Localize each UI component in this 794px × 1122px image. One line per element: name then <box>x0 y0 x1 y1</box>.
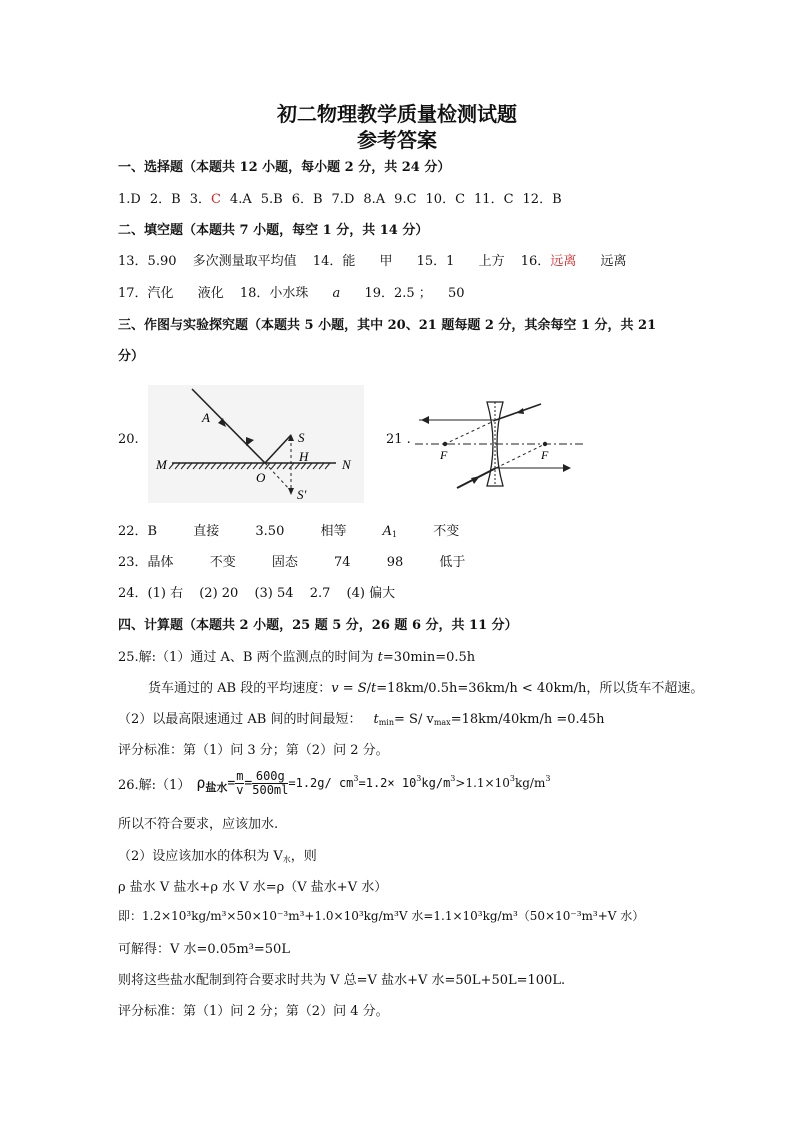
q22-answer-d-sub: 1 <box>392 530 398 539</box>
q26-result3: kg/m <box>421 776 451 790</box>
q26-intro: 26.解:（1） <box>118 777 191 793</box>
q24-number: 24．(1) 右 <box>118 586 184 601</box>
choice-letter: D <box>343 192 355 207</box>
choice-letter: B <box>552 192 562 207</box>
choice-letter: C <box>406 192 417 207</box>
label-H: H <box>299 449 309 464</box>
q23-answers <box>118 551 465 570</box>
q25-tmin: t <box>373 712 379 727</box>
choice-number: 4. <box>229 192 243 207</box>
choice-number: 6． <box>291 192 313 207</box>
q26-frac1-num: m <box>236 768 244 783</box>
q18-answer-b: a <box>332 286 341 301</box>
q16-number: 16． <box>520 254 551 269</box>
q25-line2 <box>148 677 703 696</box>
q26-frac2-num: 600g <box>252 770 288 784</box>
label-N: N <box>342 457 351 472</box>
concave-lens-diagram <box>405 396 585 496</box>
q20-label: 20. <box>118 432 139 447</box>
q26-part2-intro: （2）设应该加水的体积为 V <box>118 849 283 864</box>
q13-answer-b: 多次测量取平均值 <box>192 254 297 269</box>
incoming-arrow-bottom <box>471 476 480 484</box>
q25-v: v <box>331 681 339 696</box>
choice-letter: B <box>171 192 181 207</box>
q24-answer-c: 2.7 <box>309 586 331 601</box>
q25-formula: = S/ v <box>394 712 434 727</box>
q22-answer-b: 3.50 <box>255 524 285 539</box>
choice-answer-2 <box>150 192 181 207</box>
q23-answer-c: 74 <box>334 555 351 570</box>
choice-answer-8 <box>363 192 385 207</box>
q26-gt: >1.1×10 <box>455 776 510 790</box>
extension-top <box>445 420 496 444</box>
section3-heading-line1: 三、作图与实验探究题（本题共 5 小题，其中 20、21 题每题 2 分，其余每空 1 分，共 21 <box>118 318 657 333</box>
q26-sup-a: 3 <box>353 774 359 783</box>
q26-rho: ρ <box>196 774 206 792</box>
choice-number: 7. <box>331 192 344 207</box>
q26-eq2: = <box>244 775 253 791</box>
label-A: A <box>202 410 210 425</box>
choice-number: 1. <box>118 192 131 207</box>
choice-number: 11． <box>474 192 504 207</box>
section2-heading: 二、填空题（本题共 7 小题，每空 1 分，共 14 分） <box>118 223 429 238</box>
section4-heading: 四、计算题（本题共 2 小题，25 题 5 分，26 题 6 分，共 11 分） <box>118 618 518 633</box>
q25-eq: = <box>338 681 358 696</box>
choice-number: 8. <box>363 192 376 207</box>
choice-number: 2． <box>149 192 172 207</box>
q26-frac1-den: v <box>236 782 244 797</box>
q14-answer-b: 甲 <box>379 254 393 269</box>
page-title: 初二物理教学质量检测试题 <box>277 102 517 126</box>
q26-part2-sub: 水 <box>282 855 291 864</box>
refracted-arrow-bottom <box>563 464 571 472</box>
choice-answer-10 <box>426 192 466 207</box>
choice-letter: C <box>455 192 466 207</box>
q16-answer-b: 远离 <box>600 254 627 269</box>
q23-answer-d: 98 <box>386 555 404 570</box>
refracted-arrow-top <box>421 416 429 424</box>
q23-answer-a: 不变 <box>209 555 236 570</box>
extension-bottom <box>496 444 545 468</box>
q22-answer-a: 直接 <box>193 524 220 539</box>
label-F-left: F <box>440 448 448 462</box>
q24-answer-b: (3) 54 <box>254 586 294 601</box>
choice-number: 9. <box>394 192 407 207</box>
q26-line3 <box>118 845 317 865</box>
choice-number: 3． <box>189 192 211 207</box>
q26-eq1: = <box>227 775 236 791</box>
q25-time: =30min=0.5h <box>382 650 476 665</box>
q22-answers <box>118 520 459 539</box>
q25-s: S <box>357 681 367 696</box>
q26-rho-sub: 盐水 <box>205 781 228 794</box>
q26-fraction-values <box>252 770 288 797</box>
q19-answer-b: 50 <box>447 286 465 301</box>
q23-answer-b: 固态 <box>271 555 298 570</box>
q22-answer-e: 不变 <box>433 524 460 539</box>
choice-answer-1 <box>118 192 141 207</box>
q25-tmin-sub: min <box>378 718 395 727</box>
choice-answer-7 <box>332 192 355 207</box>
q24-answer-a: (2) 20 <box>199 586 239 601</box>
q26-frac2-den: 500ml <box>252 782 289 797</box>
label-F-right: F <box>541 448 549 462</box>
figure20-background <box>148 385 364 503</box>
q26-result2: =1.2× 10 <box>358 776 417 790</box>
choice-answer-4 <box>230 192 252 207</box>
q25-t: t <box>377 650 383 665</box>
q24-answer-d: (4) 偏大 <box>346 586 396 601</box>
focus-left <box>443 442 447 446</box>
q26-part2-post: ，则 <box>290 849 317 864</box>
q26-grading: 评分标准：第（1）问 2 分；第（2）问 4 分。 <box>118 1004 389 1019</box>
q26-line1 <box>118 768 550 798</box>
choice-letter: B <box>312 192 323 207</box>
label-S: S <box>298 430 305 445</box>
choice-letter: C <box>503 192 514 207</box>
focus-right <box>543 442 547 446</box>
q26-line6: 可解得：V 水=0.05m³=50L <box>118 942 290 957</box>
choice-answer-9 <box>394 192 416 207</box>
q24-answers <box>118 582 395 601</box>
q26-sup-b: 3 <box>416 774 422 783</box>
q25-speed-intro: 货车通过的 AB 段的平均速度： <box>148 681 332 696</box>
choice-answer-5 <box>261 192 283 207</box>
q25-vmax-sub: max <box>433 718 451 727</box>
section2-row2 <box>118 282 464 301</box>
q25-t2: t <box>371 681 377 696</box>
choice-number: 5. <box>260 192 274 207</box>
q26-line4: ρ 盐水 V 盐水+ρ 水 V 水=ρ（V 盐水+V 水） <box>118 880 388 895</box>
q25-slash: / <box>366 681 372 696</box>
q23-number: 23．晶体 <box>118 555 174 570</box>
q26-sup-e: 3 <box>545 774 551 783</box>
q25-line3 <box>118 708 605 727</box>
q26-sup-d: 3 <box>509 774 515 783</box>
section3-heading-line2: 分） <box>118 349 145 364</box>
section1-heading: 一、选择题（本题共 12 小题，每小题 2 分，共 24 分） <box>118 160 451 175</box>
q26-unit: kg/m <box>514 776 546 790</box>
q23-answer-e: 低于 <box>439 555 466 570</box>
q14-answer: 14．能 <box>312 254 356 269</box>
q15-answer-b: 上方 <box>478 254 505 269</box>
q17-answer: 17．汽化 <box>118 286 174 301</box>
label-M: M <box>156 457 167 472</box>
q18-answer: 18．小水珠 <box>239 286 309 301</box>
choice-letter: B <box>273 192 283 207</box>
q25-speed-result: =18km/0.5h=36km/h < 40km/h，所以货车不超速。 <box>376 681 704 696</box>
q25-line1 <box>118 646 475 665</box>
choice-letter: A <box>375 192 386 207</box>
choice-number: 12． <box>522 192 553 207</box>
q22-number: 22．B <box>118 524 158 539</box>
incoming-arrow-top <box>516 408 524 414</box>
q25-intro: 25.解:（1）通过 A、B 两个监测点的时间为 <box>118 650 378 665</box>
label-S-prime: S' <box>297 487 307 502</box>
q15-answer: 15．1 <box>416 254 455 269</box>
section2-row1 <box>118 250 626 269</box>
choice-letter: D <box>130 192 141 207</box>
q22-answer-d: A <box>382 524 393 539</box>
choice-number: 10． <box>425 192 456 207</box>
q19-answer: 19．2.5 ； <box>364 286 432 301</box>
choice-letter: A <box>242 192 252 207</box>
reflection-diagram <box>148 385 364 503</box>
choice-answer-3 <box>190 192 221 207</box>
choice-answer-12 <box>523 192 562 207</box>
q26-sup-c: 3 <box>450 774 456 783</box>
q13-answer: 13．5.90 <box>118 254 177 269</box>
choice-answer-6 <box>292 192 323 207</box>
q25-grading: 评分标准：第（1）问 3 分；第（2）问 2 分。 <box>118 743 389 758</box>
q26-line2: 所以不符合要求，应该加水. <box>118 817 279 832</box>
q26-result: =1.2g/ cm <box>288 776 354 790</box>
q22-answer-c: 相等 <box>320 524 347 539</box>
q16-answer-a: 远离 <box>550 254 577 269</box>
q26-line5: 即：1.2×10³kg/m³×50×10⁻³m³+1.0×10³kg/m³V 水=1.1×10³kg/m³（50×10⁻³m³+V 水） <box>118 909 645 923</box>
q26-fraction-mv <box>235 770 244 797</box>
q25-part2-intro: （2）以最高限速通过 AB 间的时间最短： <box>118 712 362 727</box>
section1-answers <box>118 188 571 207</box>
label-O: O <box>256 470 266 485</box>
q17-answer-b: 液化 <box>197 286 224 301</box>
page-subtitle: 参考答案 <box>357 128 437 152</box>
choice-letter: C <box>210 192 221 207</box>
choice-answer-11 <box>474 192 514 207</box>
q25-part2-result: =18km/40km/h =0.45h <box>450 712 605 727</box>
q21-label: 21 . <box>386 432 411 447</box>
q26-line7: 则将这些盐水配制到符合要求时共为 V 总=V 盐水+V 水=50L+50L=100L. <box>118 973 566 988</box>
